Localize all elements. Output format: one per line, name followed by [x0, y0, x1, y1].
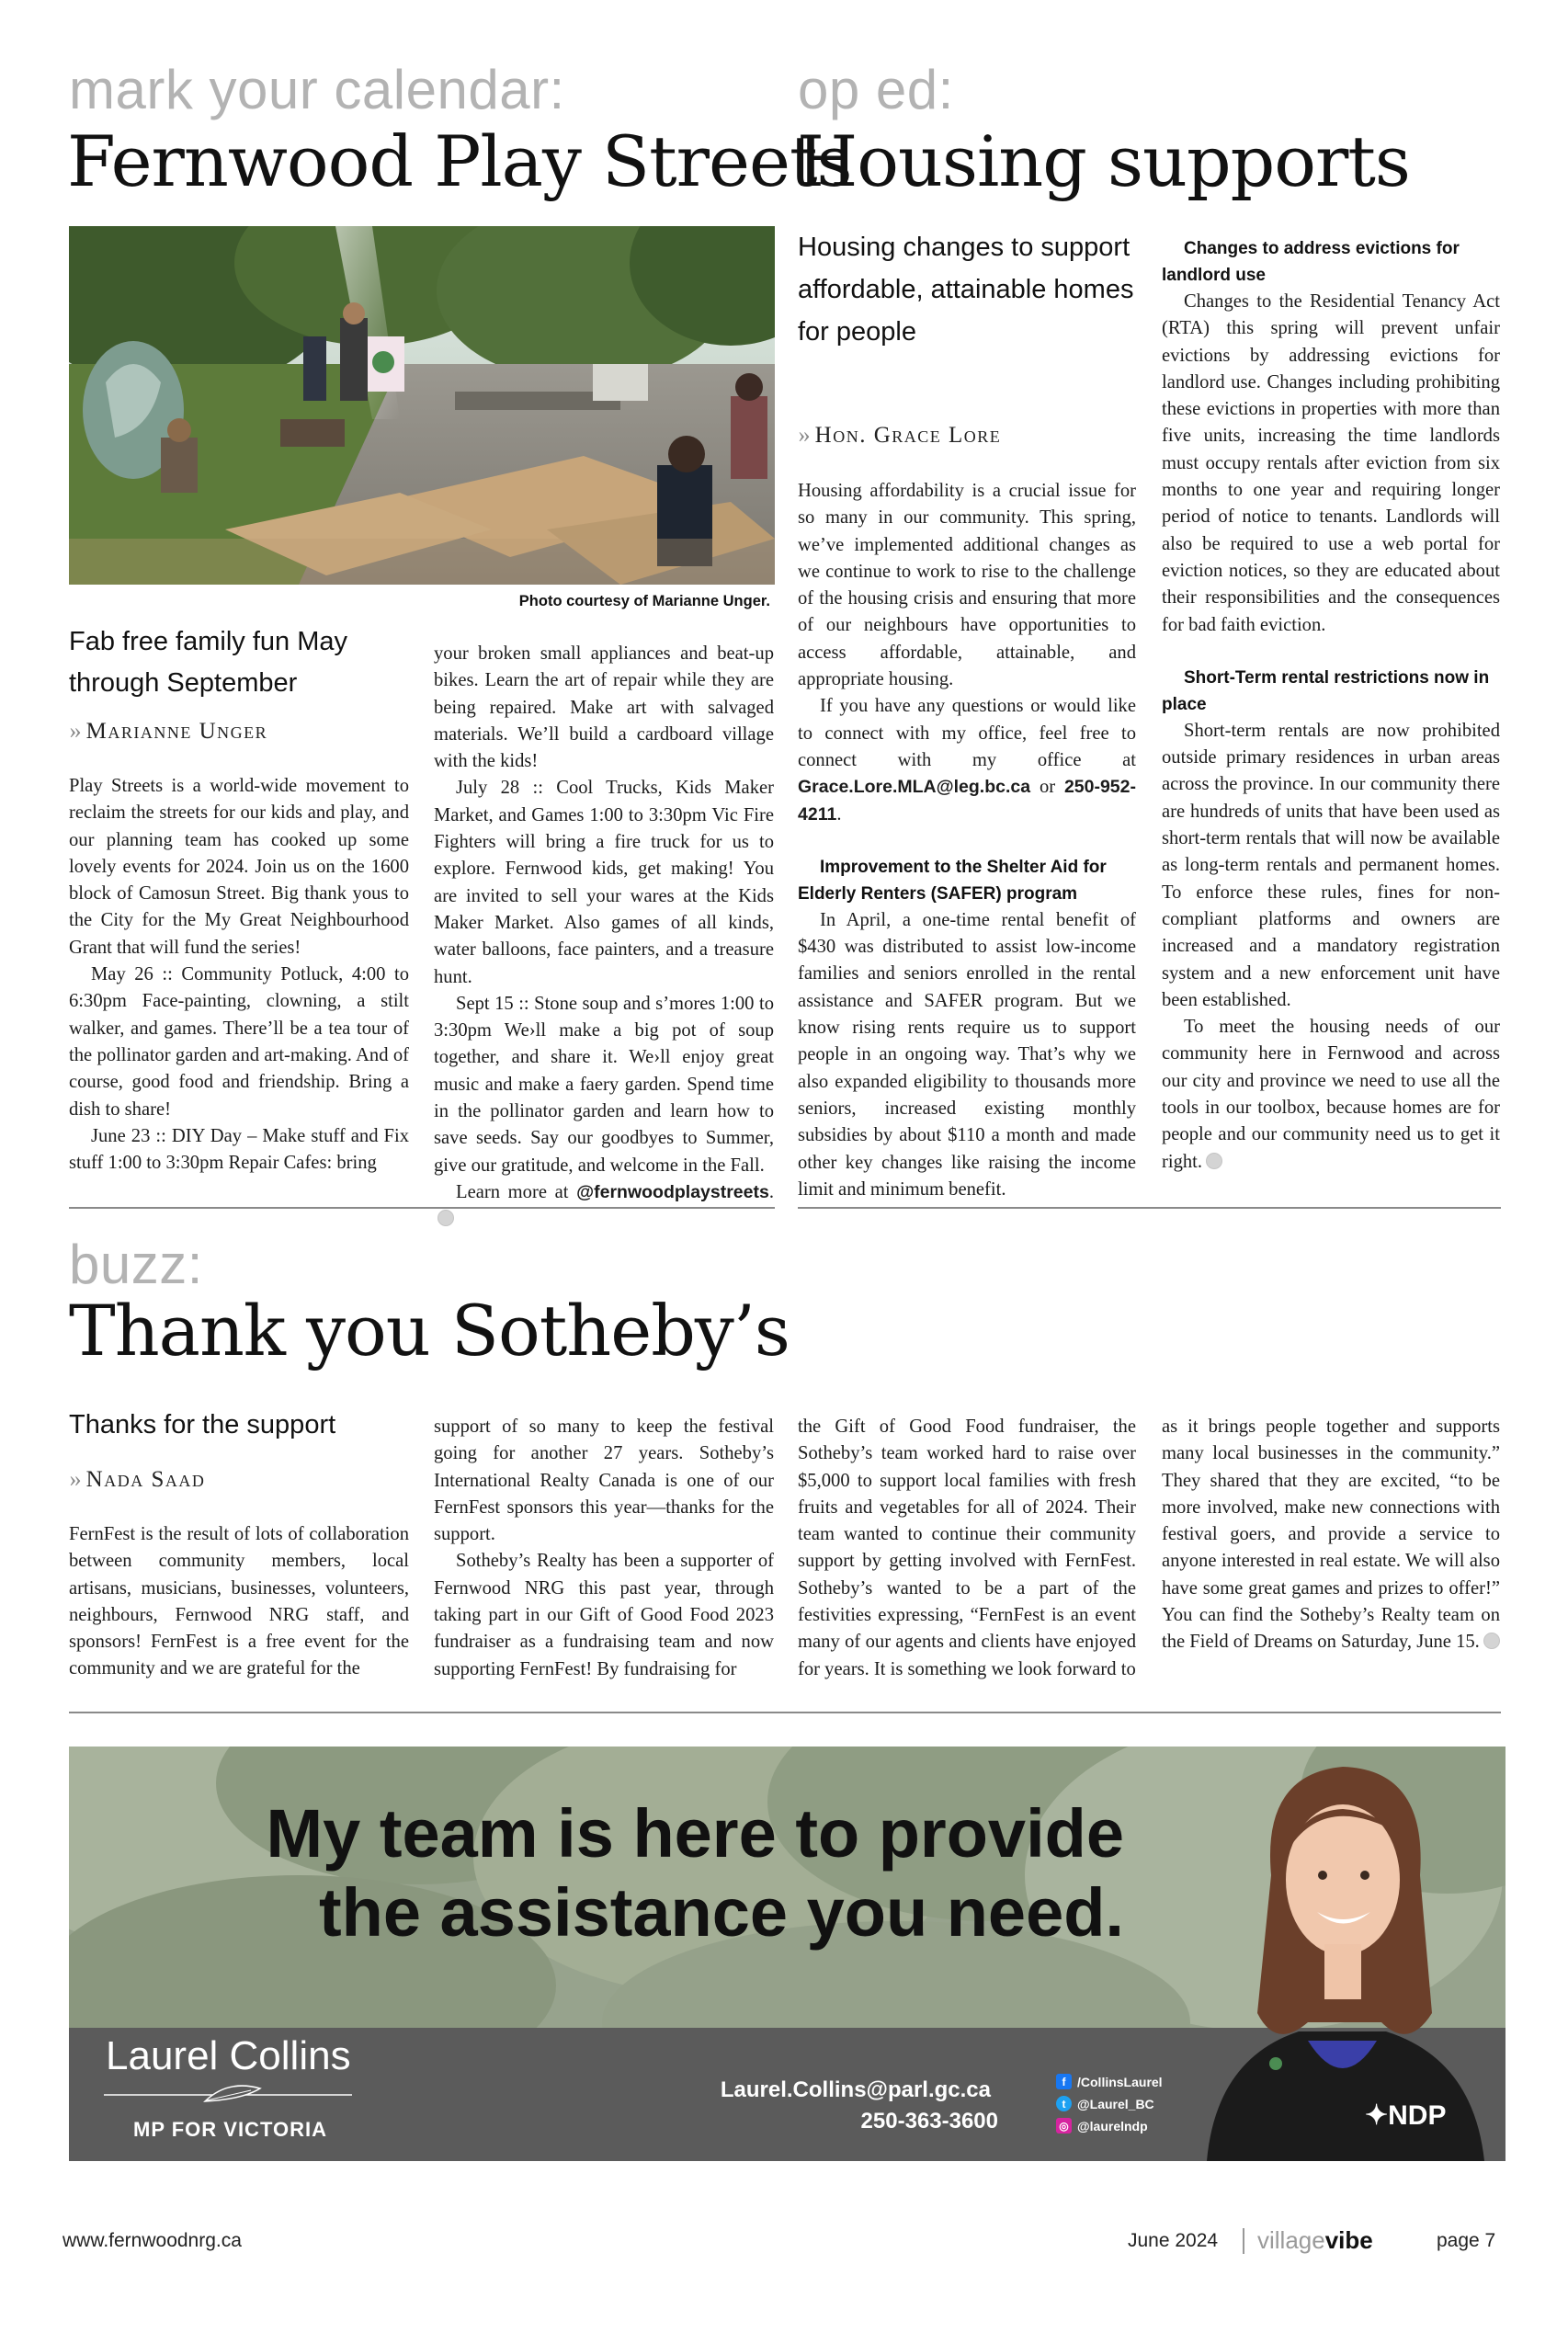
website-url[interactable]: www.fernwoodnrg.ca	[62, 2230, 242, 2251]
period: .	[768, 1181, 774, 1202]
end-of-article-icon	[1483, 1633, 1500, 1649]
page-number: page 7	[1437, 2230, 1496, 2251]
subheading: Changes to address evictions for landlord use	[1162, 239, 1460, 285]
paragraph: Changes to the Residential Tenancy Act (RTA) this spring will prevent unfair evictions by addressing evictions for landlord use. Changes including prohibiting these evictions in properties with more than five units, increasing the time landlords must occupy rentals after eviction from six months to one year and requiring longer period of notice to tenants. Landlords will also be required to use a web portal for eviction notices, so they are educated about their responsibilities and the consequences for bad faith eviction.	[1162, 291, 1500, 635]
street-event-photo	[69, 226, 775, 585]
ad-headline-line-1: My team is here to provide	[266, 1795, 1124, 1872]
facebook-link[interactable]	[1056, 2074, 1163, 2089]
phone-number[interactable]: 250-363-3600	[860, 2109, 998, 2133]
ndp-logo	[1365, 2099, 1446, 2132]
article-column-1	[69, 1521, 409, 1683]
article-deck: Fab free family fun May through September	[69, 627, 347, 698]
period: .	[836, 803, 842, 825]
paragraph	[798, 693, 1136, 827]
article-column-3	[798, 1414, 1136, 1683]
issue-date: June 2024	[1128, 2230, 1219, 2251]
email-link[interactable]: Grace.Lore.MLA@leg.bc.ca	[798, 777, 1031, 798]
contact-text: If you have any questions or would like to connect with my office, feel free to connect with my office at	[798, 696, 1136, 770]
article-column-2	[1162, 235, 1500, 1176]
paragraph: FernFest is the result of lots of collaboration between community members, local artisans, musicians, businesses, volunteers, neighbours, Fernwood NRG staff, and sponsors! FernFest is a free event for the community and we are grateful for the	[69, 1524, 409, 1679]
end-of-article-icon	[1206, 1153, 1222, 1169]
photo-caption: Photo courtesy of Marianne Unger.	[518, 593, 770, 609]
paragraph: July 28 :: Cool Trucks, Kids Maker Market, and Games 1:00 to 3:30pm Vic Fire Fighters will bring a fire truck for us to explore. Fernwood kids, get making! You are invited to sell your wares at the Kids Maker Market. Also games of all kinds, water balloons, face painters, and a treasure hunt.	[434, 778, 774, 987]
learn-more-text: Learn more at	[456, 1181, 577, 1202]
end-of-article-icon	[437, 1210, 454, 1226]
maple-leaf-icon: ✦	[1365, 2100, 1389, 2131]
paragraph: support of so many to keep the festival going for another 27 years. Sotheby’s International Realty Canada is one of our FernFest sponsors this year—thanks for the support.	[434, 1417, 774, 1545]
facebook-icon: f	[1056, 2074, 1072, 2089]
phone-link[interactable]: 250-952-4211	[798, 777, 1136, 825]
article-column-4	[1162, 1414, 1500, 1656]
contact-or: or	[1030, 777, 1064, 798]
byline-author: Hon. Grace Lore	[814, 423, 1002, 448]
article-headline: Housing supports	[797, 120, 1410, 202]
article-column-2	[434, 641, 774, 1234]
article-deck: Housing changes to support affordable, attainable homes for people	[798, 233, 1134, 347]
mp-advertisement	[69, 1747, 1506, 2161]
section-kicker: buzz:	[69, 1234, 203, 1295]
paragraph: Play Streets is a world-wide movement to reclaim the streets for our kids and play, and our planning team has cooked up some lovely events for 2024. Join us on the 1600 block of Camosun Street. Big thank yous to the City for the My Great Neighbourhood Grant that will fund the series!	[69, 776, 409, 958]
section-kicker: op ed:	[798, 59, 954, 120]
paragraph: Housing affordability is a crucial issue for so many in our community. This spring, we’ve implemented additional changes as we continue to work to rise to the challenge of the housing crisis and ensuring that more of our neighbours have opportunities to access affordable, attainable, and appropriate housing.	[798, 481, 1136, 690]
closing-text: as it brings people together and supports many local businesses in the community.” They shared that they are excited, “to be more involved, make new connections with festival goers, and provide a service to anyone interested in real estate. We will also have some great games and prizes to offer!” You can find the Sotheby’s Realty team on the Field of Dreams on Saturday, June 15.	[1162, 1417, 1500, 1653]
twitter-icon: t	[1056, 2096, 1072, 2111]
spacer	[1162, 639, 1500, 665]
byline-chevron-icon: ››	[69, 1467, 79, 1492]
paragraph	[1162, 1414, 1500, 1656]
instagram-handle-link[interactable]: @fernwoodplaystreets	[576, 1181, 769, 1202]
paragraph: Sotheby’s Realty has been a supporter of Fernwood NRG this past year, through taking part in our Gift of Good Food 2023 fundraiser as a fundraising team and now supporting FernFest! By fundraising for	[434, 1551, 774, 1679]
article-column-2	[434, 1414, 774, 1683]
ad-headline-line-2: the assistance you need.	[318, 1874, 1124, 1951]
article-byline	[69, 719, 267, 745]
paragraph: June 23 :: DIY Day – Make stuff and Fix stuff 1:00 to 3:30pm Repair Cafes: bring	[69, 1125, 409, 1174]
mp-portrait	[1188, 1747, 1492, 2161]
instagram-icon: ◎	[1056, 2118, 1072, 2133]
section-divider	[69, 1712, 1501, 1713]
social-handle: /CollinsLaurel	[1077, 2074, 1163, 2089]
subheading: Short-Term rental restrictions now in place	[1162, 667, 1490, 714]
paragraph: your broken small appliances and beat-up bikes. Learn the art of repair while they are being repaired. Make art with salvaged materials. We’ll build a cardboard village with the kids!	[434, 643, 774, 772]
social-handle: @laurelndp	[1077, 2118, 1148, 2133]
logo-village: village	[1257, 2226, 1325, 2254]
footer-separator	[1243, 2228, 1244, 2254]
social-handle: @Laurel_BC	[1077, 2096, 1154, 2111]
spacer	[798, 828, 1136, 854]
section-divider	[69, 1207, 775, 1209]
article-column-1	[798, 478, 1136, 1203]
mp-role: MP FOR VICTORIA	[133, 2118, 327, 2141]
byline-author: Nada Saad	[85, 1467, 206, 1492]
paragraph: Short-term rentals are now prohibited outside primary residences in urban areas across the province. In our community there are hundreds of units that have been used as short-term rentals that will now be available as long-term rentals and permanent homes. To enforce these rules, fines for non-compliant platforms and owners are increased and a mandatory registration system and a new enforcement unit have been established.	[1162, 720, 1500, 1010]
logo-vibe: vibe	[1324, 2226, 1373, 2254]
section-kicker: mark your calendar:	[69, 59, 565, 120]
photo-illustration	[69, 226, 775, 585]
byline-chevron-icon: ››	[798, 423, 808, 448]
party-name: NDP	[1388, 2100, 1447, 2131]
paragraph	[1162, 1014, 1500, 1176]
instagram-link[interactable]	[1056, 2118, 1148, 2133]
mp-name: Laurel Collins	[106, 2033, 351, 2078]
village-vibe-logo	[1257, 2226, 1373, 2255]
paragraph: May 26 :: Community Potluck, 4:00 to 6:30pm Face-painting, clowning, a stilt walker, and games. There’ll be a tea tour of the pollinator garden and art-making. And of course, good food and friendship. Bring a dish to share!	[69, 964, 409, 1120]
twitter-link[interactable]	[1056, 2096, 1154, 2111]
paragraph: Sept 15 :: Stone soup and s’mores 1:00 to 3:30pm We›ll make a big pot of soup together, and share it. We›ll enjoy great music and make a faery garden. Spend time in the pollinator garden and learn how to save seeds. Say our goodbyes to Summer, give our gratitude, and welcome in the Fall.	[434, 993, 774, 1176]
paragraph: the Gift of Good Food fundraiser, the Sotheby’s team worked hard to raise over $5,000 to support local families with fresh fruits and vegetables for all of 2024. Their team wanted to continue their community support by getting involved with FernFest. Sotheby’s wanted to be a part of the festivities expressing, “FernFest is an event many of our agents and clients have enjoyed for years. It is something we look forward to	[798, 1417, 1136, 1679]
article-byline	[798, 423, 1001, 449]
section-divider	[798, 1207, 1501, 1209]
article-deck: Thanks for the support	[69, 1410, 336, 1439]
article-headline: Fernwood Play Streets	[67, 120, 852, 202]
closing-text: To meet the housing needs of our community here in Fernwood and across our city and province we need to use all the tools in our toolbox, because homes are for people and our community need us to get it right.	[1162, 1017, 1500, 1172]
byline-chevron-icon: ››	[69, 719, 79, 744]
paragraph: In April, a one-time rental benefit of $430 was distributed to assist low-income families and seniors enrolled in the rental assistance and SAFER program. But we know rising rents require us to support people in an ongoing way. That’s why we also expanded eligibility to thousands more seniors, increased existing monthly subsidies by about $110 a month and made other key changes like raising the income limit and minimum benefit.	[798, 909, 1136, 1200]
email-address[interactable]: Laurel.Collins@parl.gc.ca	[720, 2077, 991, 2102]
article-column-1	[69, 773, 409, 1177]
byline-author: Marianne Unger	[85, 719, 268, 744]
feather-divider-icon	[104, 2081, 352, 2109]
article-byline	[69, 1467, 205, 1493]
article-headline: Thank you Sotheby’s	[69, 1290, 790, 1371]
subheading: Improvement to the Shelter Aid for Elderly Renters (SAFER) program	[798, 857, 1107, 904]
